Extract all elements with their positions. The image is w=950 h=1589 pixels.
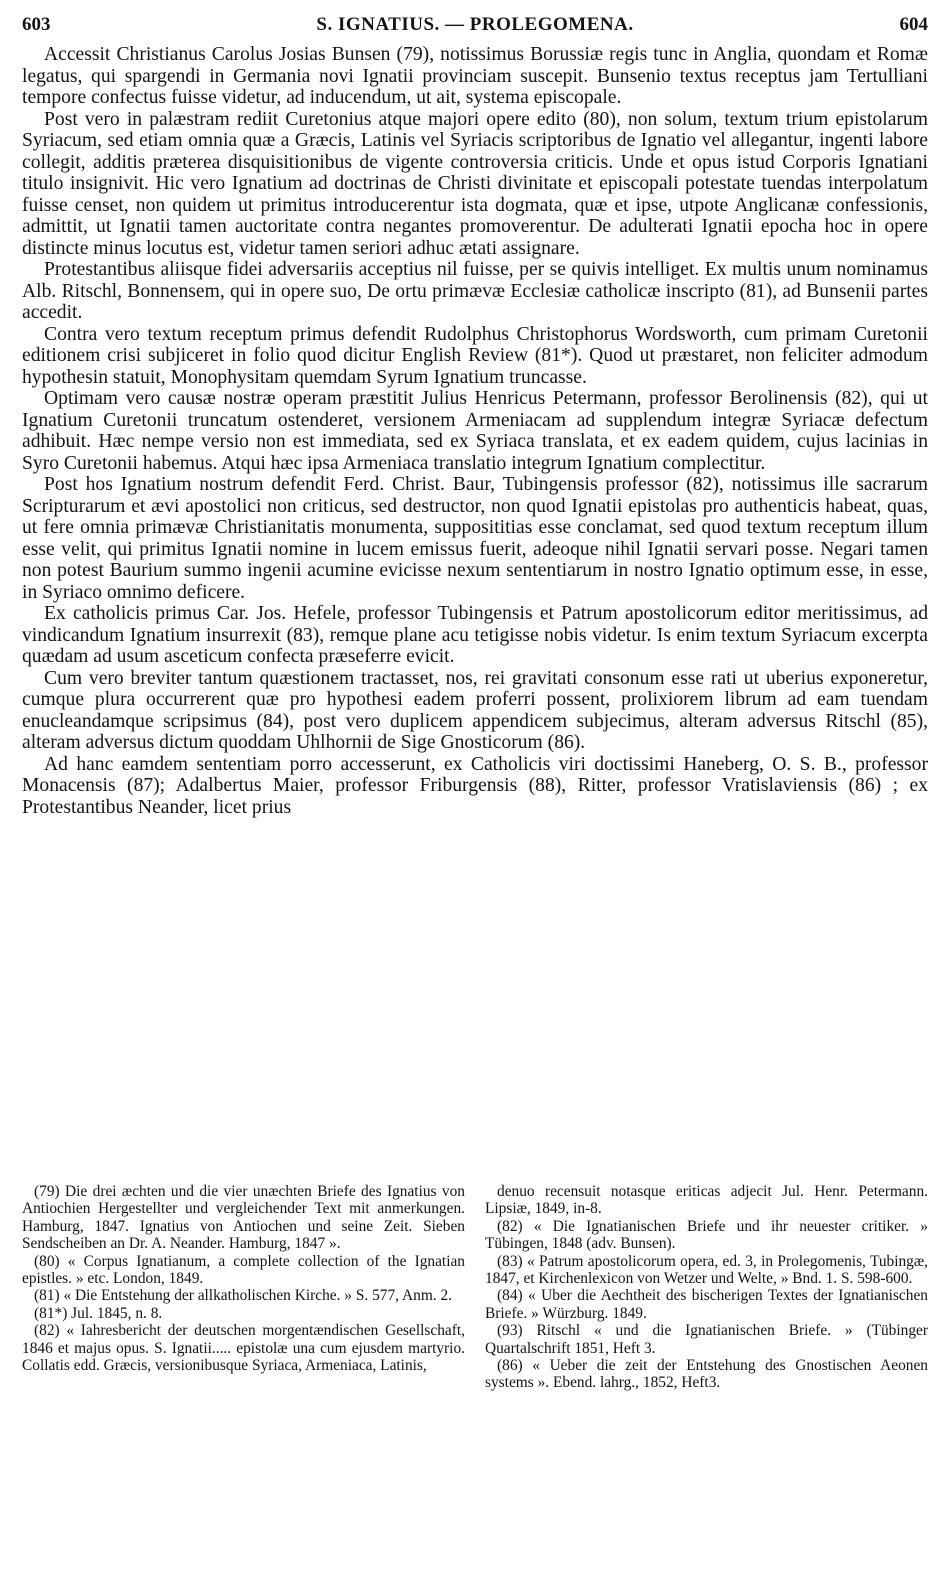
paragraph: Ex catholicis primus Car. Jos. Hefele, professor Tubingensis et Patrum apostolicorum editor meritissimus, ad vindicandum Ignatium insurrexit (83), remque plane acu tetigisse nobis videtur. Is enim textum Syriacum excerpta quædam ad usum asceticum confecta præseferre evicit. [22, 603, 928, 667]
footnote: (81) « Die Entstehung der allkatholischen Kirche. » S. 577, Anm. 2. [34, 1287, 453, 1305]
footnote: (82) « Die Ignatianischen Briefe und ihr neuester critiker. » Tübingen, 1848 (adv. Bunsen). [485, 1217, 928, 1253]
footnote: (84) « Uber die Aechtheit des bischerigen Textes der Ignatianischen Briefe. » Würzburg. 1849. [485, 1287, 928, 1322]
right-page-number: 604 [899, 14, 928, 35]
left-page-number: 603 [22, 14, 51, 35]
paragraph: Post hos Ignatium nostrum defendit Ferd. Christ. Baur, Tubingensis professor (82), notissimus ille sacrarum Scripturarum et ævi apostolici non criticus, sed destructor, non quod Ignatii epistolas pro authenticis habeat, quas, ut fere omnia primævæ Christianitatis monumenta, supposititias esse conclamat, sed quod textum receptum illum esse velit, qui primitus Ignatii nomine in lucem emissus fuerit, adeoque nihil Ignatii servari posse. Negari tamen non potest Baurium summo ingenii acumine evicisse nexum sententiarum in nostro Ignatio optimum esse, in esse, in Syriaco omnimo deficere. [22, 474, 928, 603]
footnote: (82) « Iahresbericht der deutschen morgentændischen Gesellschaft, 1846 et majus opus. S. Ignatii..... epistolæ una cum ejusdem martyrio. Collatis edd. Græcis, versionibusque Syriaca, Armeniaca, Latinis, [22, 1322, 465, 1375]
footnotes-left-column [22, 1183, 465, 1392]
footnote: (83) « Patrum apostolicorum opera, ed. 3, in Prolegomenis, Tubingæ, 1847, et Kirchenlexicon von Wetzer und Welte, » Bnd. 1. S. 598-600. [485, 1252, 928, 1288]
footnotes-right-column [485, 1183, 928, 1392]
footnote: (81*) Jul. 1845, n. 8. [34, 1304, 163, 1322]
paragraph: Optimam vero causæ nostræ operam præstitit Julius Henricus Petermann, professor Berolinensis (82), qui ut Ignatium Curetonii truncatum ostenderet, versionem Armeniacam ad supplendum integræ Syriacæ defectum adhibuit. Hæc nempe versio non est immediata, sed ex Syriaca translata, et ex eadem quidem, cujus lacinias in Syro Curetonii habemus. Atqui hæc ipsa Armeniaca translatio integrum Ignatium complectitur. [22, 388, 928, 474]
paragraph: Protestantibus aliisque fidei adversariis acceptius nil fuisse, per se quivis intelliget. Ex multis unum nominamus Alb. Ritschl, Bonnensem, qui in opere suo, De ortu primævæ Ecclesiæ catholicæ inscripto (81), ad Bunsenii partes accedit. [22, 259, 928, 323]
paragraph: Cum vero breviter tantum quæstionem tractasset, nos, rei gravitati consonum esse rati ut uberius exponeretur, cumque plura occurrerent quæ pro hypothesi eadem proferri possent, prolixiorem librum ad eam tuendam enucleandamque scripsimus (84), post vero duplicem appendicem subjecimus, alteram adversus Ritschl (85), alteram adversus dictum quoddam Uhlhornii de Sige Gnosticorum (86). [22, 667, 928, 753]
footnote: (80) « Corpus Ignatianum, a complete collection of the Ignatian epistles. » etc. London, 1849. [22, 1252, 465, 1288]
paragraph: Ad hanc eamdem sententiam porro accesserunt, ex Catholicis viri doctissimi Haneberg, O. S. B., professor Monacensis (87); Adalbertus Maier, professor Friburgensis (88), Ritter, professor Vratislaviensis (86) ; ex Protestantibus Neander, licet prius [22, 753, 928, 818]
footnote: (93) Ritschl « und die Ignatianischen Briefe. » (Tübinger Quartalschrift 1851, Heft 3. [485, 1322, 928, 1357]
footnotes [22, 1183, 928, 1392]
running-header [22, 10, 928, 40]
footnote: (79) Die drei æchten und die vier unæchten Briefe des Ignatius von Antiochien Hergestellter und vergleichender Text mit anmerkungen. Hamburg, 1847. Ignatius von Antiochen und seine Zeit. Sieben Sendscheiben an Dr. A. Neander. Hamburg, 1847 ». [22, 1183, 465, 1253]
paragraph: Contra vero textum receptum primus defendit Rudolphus Christophorus Wordsworth, cum primam Curetonii editionem crisi subjiceret in folio quod dicitur English Review (81*). Quod ut præstaret, non feliciter admodum hypothesin statuit, Monophysitam quemdam Syrum Ignatium truncasse. [22, 323, 928, 388]
running-title: S. IGNATIUS. — PROLEGOMENA. [316, 14, 634, 35]
paragraph: Accessit Christianus Carolus Josias Bunsen (79), notissimus Borussiæ regis tunc in Anglia, quondam et Romæ legatus, qui spargendi in Germania novi Ignatii provinciam suscepit. Bunsenio textus receptus jam Tertulliani tempore confectus fuisse videtur, ad inducendum, ut ait, systema episcopale. [22, 44, 928, 108]
footnote: (86) « Ueber die zeit der Entstehung des Gnostischen Aeonen systems ». Ebend. lahrg., 1852, Heft3. [485, 1357, 928, 1392]
paragraph: Post vero in palæstram rediit Curetonius atque majori opere edito (80), non solum, textum trium epistolarum Syriacum, sed etiam omnia quæ a Græcis, Latinis vel Syriacis scriptoribus de Ignatio vel allegantur, ingenti labore collegit, additis præterea disquisitionibus de vigente controversia criticis. Unde et opus istud Corporis Ignatiani titulo insignivit. Hic vero Ignatium ad doctrinas de Christi divinitate et episcopali potestate tuendas interpolatum fuisse censet, non quidem ut primitus introducerentur ista dogmata, quæ et ipse, utpote Anglicanæ confessionis, admittit, ut Ignatii tamen auctoritate contra negantes promoverentur. De adulterati Ignatii epocha hoc in opere distincte minus locutus est, videtur tamen seriori adhuc ætati assignare. [22, 108, 928, 259]
main-text [22, 44, 928, 818]
footnote: denuo recensuit notasque eriticas adjecit Jul. Henr. Petermann. Lipsiæ, 1849, in-8. [485, 1183, 928, 1218]
